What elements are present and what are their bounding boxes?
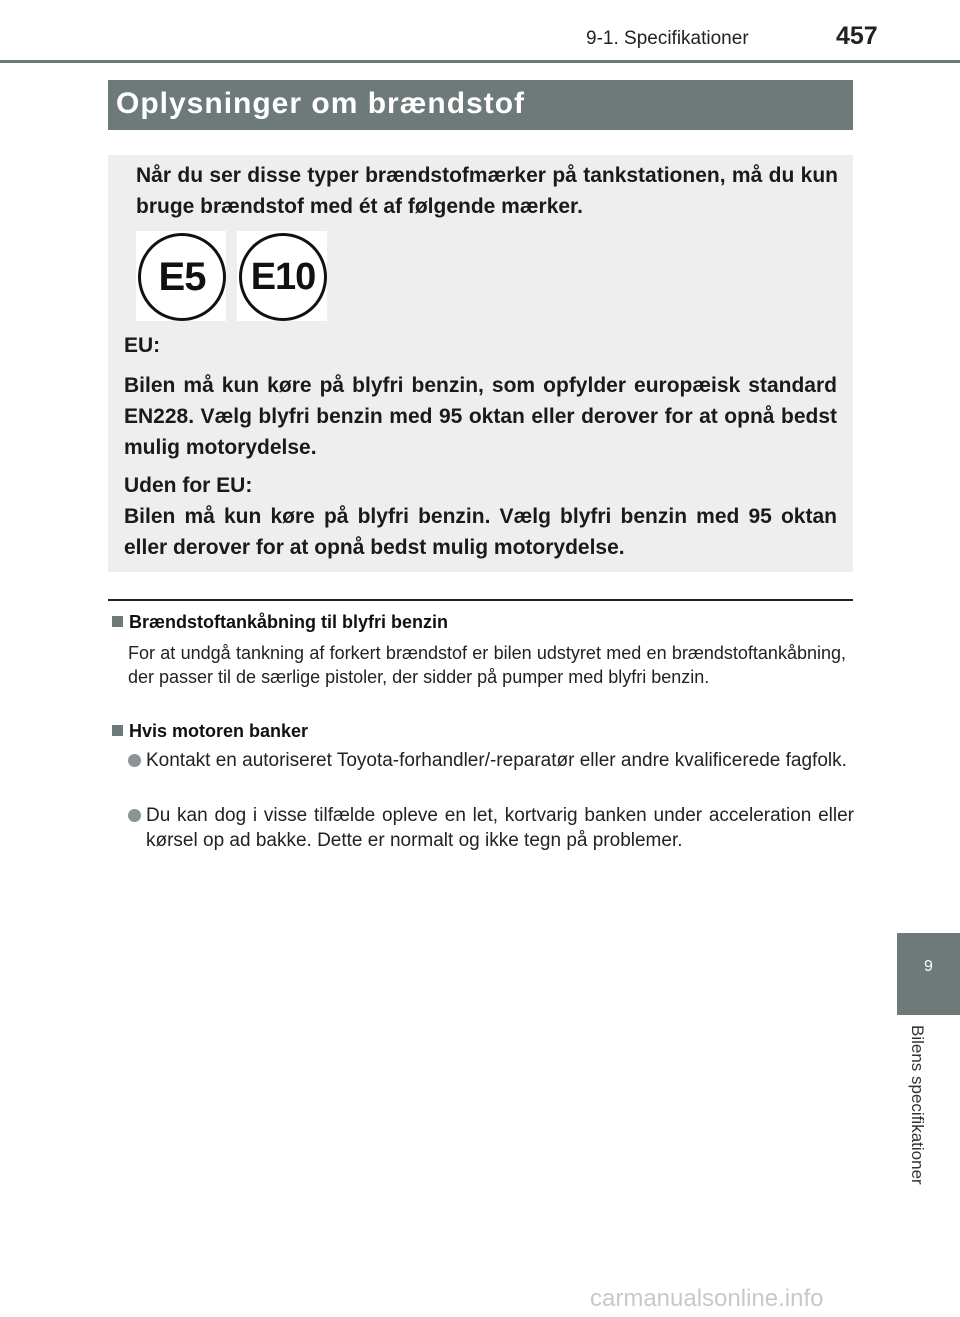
info-intro: Når du ser disse typer brændstofmærker på tankstationen, må du kun bruge brændstof med ét af følgende mærker. (136, 164, 838, 218)
circle-bullet-icon (128, 809, 141, 822)
chapter-label: Bilens specifikationer (908, 1025, 927, 1185)
non-eu-label: Uden for EU: (124, 474, 253, 497)
sub-heading-fuel-opening (112, 612, 448, 633)
square-bullet-icon (112, 616, 123, 627)
non-eu-text: Bilen må kun køre på blyfri benzin. Vælg blyfri benzin med 95 oktan eller derover for at opnå bedst mulig motorydelse. (124, 505, 837, 559)
page-title: Oplysninger om brændstof (116, 87, 526, 120)
title-bar (108, 80, 853, 130)
eu-text: Bilen må kun køre på blyfri benzin, som opfylder europæisk standard EN228. Vælg blyfri benzin med 95 oktan eller derover for at opnå bedst mulig motorydelse. (124, 374, 837, 459)
chapter-tab (897, 933, 960, 1015)
section-separator (108, 599, 853, 601)
eu-label: EU: (124, 334, 161, 357)
square-bullet-icon (112, 725, 123, 736)
fuel-badge-e5 (136, 231, 226, 321)
fuel-badge-label: E5 (138, 233, 226, 321)
sub-heading-knocking (112, 721, 308, 742)
chapter-number: 9 (924, 958, 933, 975)
sub-heading-text: Brændstoftankåbning til blyfri benzin (129, 612, 448, 632)
sub-heading-text: Hvis motoren banker (129, 721, 309, 741)
fuel-opening-text: For at undgå tankning af forkert brændstof er bilen udstyret med en brændstoftankåbning, der passer til de særlige pistoler, der sidder på pumper med blyfri benzin. (128, 643, 846, 687)
watermark: carmanualsonline.info (590, 1285, 824, 1312)
knocking-bullet-1: Kontakt en autoriseret Toyota-forhandler/-reparatør eller andre kvalificerede fagfolk. (146, 750, 847, 771)
fuel-badge-e10 (237, 231, 327, 321)
page-number: 457 (836, 22, 878, 50)
header-rule (0, 60, 960, 63)
fuel-badge-label: E10 (239, 233, 327, 321)
knocking-bullet-2: Du kan dog i visse tilfælde opleve en let, kortvarig banken under acceleration eller kørsel op ad bakke. Dette er normalt og ikke tegn på problemer. (146, 805, 854, 851)
circle-bullet-icon (128, 754, 141, 767)
header-section-title: 9-1. Specifikationer (586, 28, 749, 49)
